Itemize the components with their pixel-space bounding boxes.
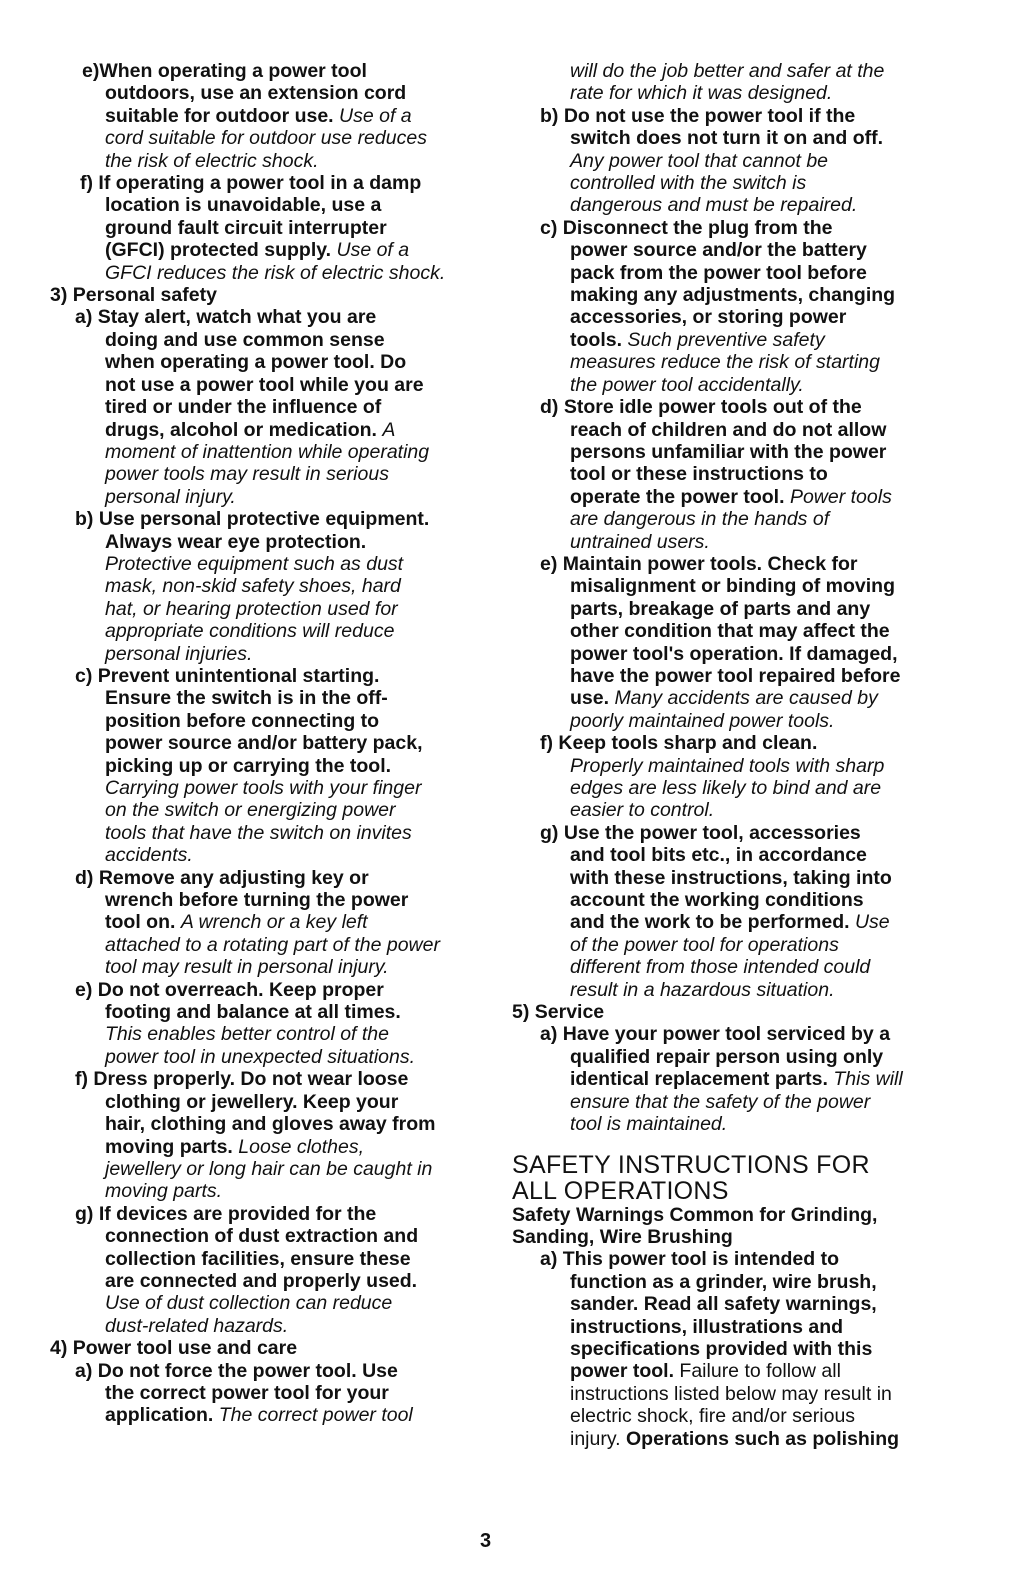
bold-text: making any adjustments, changing [570, 284, 896, 307]
italic-text: different from those intended could [570, 956, 871, 979]
bold-text: tool on. [105, 911, 181, 934]
text-line [50, 1404, 490, 1426]
bold-text: g) Use the power tool, accessories [540, 821, 861, 844]
bold-text: identical replacement parts. [570, 1068, 834, 1091]
italic-text: Such preventive safety [627, 328, 825, 351]
text-line [512, 1068, 958, 1090]
text-line [50, 777, 490, 799]
text-line [50, 105, 490, 127]
italic-text: moment of inattention while operating [105, 440, 430, 463]
bold-text: misalignment or binding of moving [570, 575, 895, 598]
italic-text: will do the job better and safer at the [570, 60, 885, 82]
bold-text: specifications provided with this [570, 1337, 873, 1360]
text-line [50, 60, 490, 82]
text-line [512, 1226, 958, 1248]
italic-text: Loose clothes, [238, 1135, 365, 1158]
bold-text: qualified repair person using only [570, 1045, 884, 1068]
bold-text: c) Disconnect the plug from the [540, 216, 833, 239]
text-line [50, 463, 490, 485]
text-line [50, 374, 490, 396]
bold-text: picking up or carrying the tool. [105, 754, 392, 777]
italic-text: ensure that the safety of the power [570, 1090, 871, 1113]
bold-text: a) This power tool is intended to [540, 1248, 840, 1271]
text-line [512, 553, 958, 575]
italic-text: tool is maintained. [570, 1113, 728, 1136]
bold-text: application. [105, 1404, 219, 1427]
italic-text: Protective equipment such as dust [105, 552, 404, 575]
bold-text: when operating a power tool. Do [105, 351, 407, 374]
text-line [50, 1270, 490, 1292]
text-line [512, 531, 958, 553]
text-line [50, 553, 490, 575]
text-line [512, 351, 958, 373]
bold-text: the correct power tool for your [105, 1381, 389, 1404]
italic-text: rate for which it was designed. [570, 82, 833, 105]
text-line [50, 1203, 490, 1225]
text-line [50, 844, 490, 866]
text-line [512, 799, 958, 821]
text-line [50, 172, 490, 194]
bold-text: Always wear eye protection. [105, 530, 367, 553]
italic-text: A [382, 418, 396, 441]
bold-text: power source and/or the battery [570, 239, 867, 262]
bold-text: other condition that may affect the [570, 620, 890, 643]
text-line [50, 396, 490, 418]
italic-text: Use [854, 911, 890, 934]
page-number: 3 [480, 1530, 492, 1552]
italic-text: Use of a [339, 104, 412, 127]
text-line [512, 127, 958, 149]
italic-text: This enables better control of the [105, 1023, 389, 1046]
italic-text: tools that have the switch on invites [105, 821, 412, 844]
bold-text: parts, breakage of parts and any [570, 597, 871, 620]
text-line [512, 822, 958, 844]
italic-text: edges are less likely to bind and are [570, 777, 882, 799]
bold-text: c) Prevent unintentional starting. [75, 664, 380, 687]
text-line [512, 710, 958, 732]
italic-text: the power tool accidentally. [570, 373, 804, 396]
italic-text: measures reduce the risk of starting [570, 351, 880, 374]
text-line [50, 508, 490, 530]
italic-text: personal injury. [105, 485, 236, 508]
text-line [50, 82, 490, 104]
bold-text: suitable for outdoor use. [105, 104, 340, 127]
italic-text: Use of dust collection can reduce [105, 1292, 393, 1315]
text-line [512, 1023, 958, 1045]
text-line [50, 1023, 490, 1045]
text-line [512, 1316, 958, 1338]
text-line [50, 799, 490, 821]
text-line [512, 1338, 958, 1360]
bold-text: (GFCI) protected supply. [105, 239, 337, 262]
text-line [50, 1158, 490, 1180]
text-line [512, 934, 958, 956]
text-line [512, 1405, 958, 1427]
italic-text: The correct power tool [218, 1404, 413, 1427]
section-heading [512, 1152, 958, 1204]
bold-text: 5) Service [512, 1001, 605, 1024]
bold-text: accessories, or storing power [570, 306, 847, 329]
text-line [50, 1315, 490, 1337]
text-line [512, 1248, 958, 1270]
italic-text: controlled with the switch is [570, 172, 807, 195]
italic-text: are dangerous in the hands of [570, 508, 830, 531]
heading-spacer [512, 1136, 958, 1152]
bold-text: d) Store idle power tools out of the [540, 396, 862, 419]
bold-text: location is unavoidable, use a [105, 194, 382, 217]
italic-text: attached to a rotating part of the power [105, 933, 440, 956]
plain-text: injury. [570, 1427, 626, 1450]
text-line [50, 710, 490, 732]
bold-text: account the working conditions [570, 889, 864, 912]
bold-text: hair, clothing and gloves away from [105, 1113, 436, 1136]
left-column [50, 60, 490, 1427]
bold-text: Safety Warnings Common for Grinding, [512, 1203, 878, 1226]
text-line [50, 262, 490, 284]
text-line [50, 1292, 490, 1314]
text-line [50, 1046, 490, 1068]
text-line [512, 172, 958, 194]
italic-text: power tool in unexpected situations. [105, 1045, 416, 1068]
bold-text: connection of dust extraction and [105, 1225, 419, 1248]
text-line [50, 822, 490, 844]
text-line [512, 1360, 958, 1382]
text-line [512, 867, 958, 889]
text-line [50, 643, 490, 665]
bold-text: d) Remove any adjusting key or [75, 866, 369, 889]
text-line [512, 889, 958, 911]
bold-text: tired or under the influence of [105, 396, 382, 419]
text-line [50, 284, 490, 306]
text-line [512, 1001, 958, 1023]
bold-text: switch does not turn it on and off. [570, 127, 884, 150]
bold-text: position before connecting to [105, 709, 380, 732]
bold-text: clothing or jewellery. Keep your [105, 1090, 399, 1113]
italic-text: Power tools [789, 485, 892, 508]
text-line [512, 463, 958, 485]
text-line [50, 486, 490, 508]
text-line [50, 419, 490, 441]
text-line [512, 194, 958, 216]
text-line [50, 1382, 490, 1404]
bold-text: tool or these instructions to [570, 463, 828, 486]
italic-text: mask, non-skid safety shoes, hard [105, 575, 401, 598]
bold-text: e)When operating a power tool [82, 60, 367, 82]
right-column-top [512, 60, 958, 1136]
text-line [512, 643, 958, 665]
bold-text: a) Do not force the power tool. Use [75, 1359, 398, 1382]
text-line [50, 1337, 490, 1359]
italic-text: Many accidents are caused by [614, 687, 878, 710]
bold-text: instructions, illustrations and [570, 1315, 844, 1338]
bold-text: moving parts. [105, 1135, 239, 1158]
text-line [50, 575, 490, 597]
italic-text: poorly maintained power tools. [570, 709, 835, 732]
text-line [512, 665, 958, 687]
text-line [512, 687, 958, 709]
bold-text: reach of children and do not allow [570, 418, 887, 441]
text-line [512, 217, 958, 239]
italic-text: untrained users. [570, 530, 710, 553]
text-line [512, 1046, 958, 1068]
right-column-bottom [512, 1204, 958, 1450]
text-line [512, 329, 958, 351]
text-line [50, 911, 490, 933]
text-line [512, 239, 958, 261]
plain-text: Failure to follow all [679, 1360, 841, 1383]
text-line [50, 956, 490, 978]
italic-text: Use of a [336, 239, 410, 262]
text-line [512, 1204, 958, 1226]
text-line [50, 1001, 490, 1023]
text-line [512, 60, 958, 82]
text-line [512, 956, 958, 978]
bold-text: 4) Power tool use and care [50, 1337, 298, 1360]
bold-text: have the power tool repaired before [570, 664, 901, 687]
text-line [50, 934, 490, 956]
italic-text: personal injuries. [105, 642, 253, 665]
text-line [50, 194, 490, 216]
text-line [50, 306, 490, 328]
text-line [512, 105, 958, 127]
italic-text: jewellery or long hair can be caught in [105, 1157, 433, 1180]
text-line [512, 419, 958, 441]
text-line [50, 150, 490, 172]
text-line [50, 755, 490, 777]
bold-text: function as a grinder, wire brush, [570, 1270, 877, 1293]
text-line [50, 1113, 490, 1135]
italic-text: result in a hazardous situation. [570, 978, 835, 1001]
bold-text: doing and use common sense [105, 328, 385, 351]
italic-text: appropriate conditions will reduce [105, 620, 395, 643]
text-line [512, 508, 958, 530]
text-line [512, 82, 958, 104]
bold-text: tools. [570, 328, 628, 351]
bold-text: pack from the power tool before [570, 261, 867, 284]
italic-text: Carrying power tools with your finger [105, 777, 422, 799]
text-line [512, 1383, 958, 1405]
italic-text: dust-related hazards. [105, 1314, 289, 1337]
text-line [512, 262, 958, 284]
text-line [50, 665, 490, 687]
text-line [512, 620, 958, 642]
italic-text: Properly maintained tools with sharp [570, 754, 885, 777]
text-line [50, 329, 490, 351]
text-line [50, 979, 490, 1001]
text-line [50, 1360, 490, 1382]
bold-text: power tool's operation. If damaged, [570, 642, 898, 665]
bold-text: a) Stay alert, watch what you are [75, 306, 377, 329]
text-line [512, 575, 958, 597]
section-heading-line-1: SAFETY INSTRUCTIONS FOR [512, 1150, 870, 1179]
italic-text: easier to control. [570, 799, 715, 822]
text-line [512, 1428, 958, 1450]
text-line [50, 620, 490, 642]
bold-text: Ensure the switch is in the off- [105, 687, 388, 710]
bold-text: f) Keep tools sharp and clean. [540, 732, 818, 755]
text-line [512, 441, 958, 463]
text-line [50, 1225, 490, 1247]
bold-text: sander. Read all safety warnings, [570, 1293, 877, 1316]
bold-text: are connected and properly used. [105, 1269, 418, 1292]
bold-text: b) Use personal protective equipment. [75, 508, 430, 531]
text-line [512, 396, 958, 418]
text-line [512, 1091, 958, 1113]
text-line [50, 867, 490, 889]
bold-text: and tool bits etc., in accordance [570, 844, 867, 867]
right-column [512, 60, 958, 1450]
text-line [512, 732, 958, 754]
bold-text: and the work to be performed. [570, 911, 855, 934]
plain-text: electric shock, fire and/or serious [570, 1405, 856, 1428]
italic-text: accidents. [105, 844, 193, 867]
bold-text: power source and/or battery pack, [105, 732, 423, 755]
bold-text: f) If operating a power tool in a damp [80, 172, 422, 195]
text-line [512, 150, 958, 172]
text-line [50, 732, 490, 754]
text-line [50, 351, 490, 373]
italic-text: dangerous and must be repaired. [570, 194, 858, 217]
italic-text: on the switch or energizing power [105, 799, 396, 822]
italic-text: This will [833, 1068, 903, 1091]
bold-text: persons unfamiliar with the power [570, 440, 887, 463]
text-line [50, 531, 490, 553]
bold-text: 3) Personal safety [50, 284, 217, 307]
bold-text: a) Have your power tool serviced by a [540, 1023, 891, 1046]
text-line [512, 1271, 958, 1293]
italic-text: cord suitable for outdoor use reduces [105, 127, 427, 150]
bold-text: e) Do not overreach. Keep proper [75, 978, 384, 1001]
text-line [512, 374, 958, 396]
italic-text: hat, or hearing protection used for [105, 597, 398, 620]
text-line [512, 306, 958, 328]
bold-text: use. [570, 687, 615, 710]
italic-text: moving parts. [105, 1180, 223, 1203]
bold-text: drugs, alcohol or medication. [105, 418, 383, 441]
text-line [50, 1091, 490, 1113]
text-line [50, 1136, 490, 1158]
bold-text: not use a power tool while you are [105, 373, 424, 396]
text-line [512, 284, 958, 306]
text-line [50, 598, 490, 620]
italic-text: GFCI reduces the risk of electric shock. [105, 261, 446, 284]
text-line [512, 1113, 958, 1135]
italic-text: the risk of electric shock. [105, 149, 319, 172]
text-line [50, 1248, 490, 1270]
italic-text: tool may result in personal injury. [105, 956, 389, 979]
bold-text: f) Dress properly. Do not wear loose [75, 1068, 409, 1091]
bold-text: with these instructions, taking into [570, 866, 892, 889]
italic-text: of the power tool for operations [570, 933, 839, 956]
text-line [512, 911, 958, 933]
bold-text: g) If devices are provided for the [75, 1202, 377, 1225]
plain-text: instructions listed below may result in [570, 1382, 892, 1405]
text-line [50, 217, 490, 239]
text-line [512, 979, 958, 1001]
section-heading-line-2: ALL OPERATIONS [512, 1176, 729, 1205]
bold-text: outdoors, use an extension cord [105, 82, 407, 105]
bold-text: footing and balance at all times. [105, 1001, 401, 1024]
text-line [512, 486, 958, 508]
bold-text: Sanding, Wire Brushing [512, 1225, 733, 1248]
text-line [512, 844, 958, 866]
text-line [512, 598, 958, 620]
text-line [50, 687, 490, 709]
italic-text: power tools may result in serious [105, 463, 389, 486]
text-line [50, 889, 490, 911]
italic-text: Any power tool that cannot be [570, 149, 829, 172]
text-line [50, 1180, 490, 1202]
text-line [512, 777, 958, 799]
bold-text: operate the power tool. [570, 485, 790, 508]
text-line [50, 239, 490, 261]
bold-text: ground fault circuit interrupter [105, 216, 387, 239]
text-line [50, 441, 490, 463]
bold-text: wrench before turning the power [105, 889, 409, 912]
text-line [50, 1068, 490, 1090]
bold-text: collection facilities, ensure these [105, 1247, 411, 1270]
bold-text: power tool. [570, 1360, 680, 1383]
text-line [512, 755, 958, 777]
text-line [512, 1293, 958, 1315]
bold-text: Operations such as polishing [626, 1427, 900, 1450]
bold-text: b) Do not use the power tool if the [540, 104, 856, 127]
text-line [50, 127, 490, 149]
bold-text: e) Maintain power tools. Check for [540, 552, 858, 575]
italic-text: A wrench or a key left [180, 911, 368, 934]
